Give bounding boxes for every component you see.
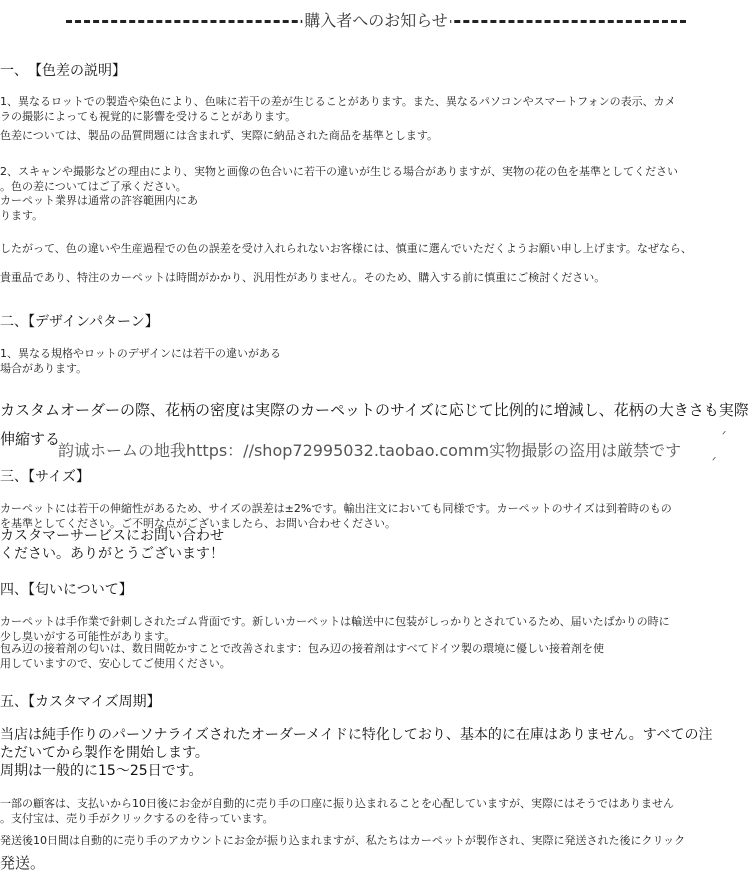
smell-paragraph-1: カーペットは手作業で針刺しされたゴム背面です。新しいカーペットは輸送中に包装がしっかりとされているため、届いたばかりの時に 少し臭いがする可能性があります。 [0, 615, 670, 643]
period-paragraph-3: 発送後10日間は自動的に売り手のアカウントにお金が振り込まれますが、私たちはカーペットが製作され、実際に発送された後にクリック 発送。 [0, 834, 686, 872]
section-heading-period: 五、【カスタマイズ周期】 [0, 694, 161, 710]
shop-watermark: 韵诚ホームの地我https：//shop72995032.taobao.comm实物撮影の盗用は厳禁です [58, 441, 682, 460]
section-heading-smell: 四、【匂いについて】 [0, 582, 133, 598]
color-paragraph-2b: カーペット業界は通常の許容範囲内にあ ります。 [0, 194, 198, 222]
design-paragraph-1: 1、異なる規格やロットのデザインには若干の違いがある 場合があります。 [0, 347, 282, 375]
section-heading-color: 一、 【色差の説明】 [0, 63, 126, 79]
color-paragraph-4: 貴重品であり、特注のカーペットは時間がかかり、汎用性がありません。そのため、購入する前に慎重にご検討ください。 [0, 271, 606, 284]
section-heading-design: 二、【デザインパターン】 [0, 314, 159, 330]
decorative-tick: ᐟ [712, 456, 717, 467]
size-paragraph-1: カーペットには若干の伸縮性があるため、サイズの誤差は±2%です。輸出注文においても同様です。カーペットのサイズは到着時のもの を基準としてください。ご不明な点がございましたら、お問い合わせください。 [0, 502, 672, 530]
color-paragraph-3: したがって、色の違いや生産過程での色の誤差を受け入れられないお客様には、慎重に選んでいただくようお願い申し上げます。なぜなら、 [0, 242, 692, 255]
notice-title-row [66, 8, 686, 34]
color-paragraph-1: 1、異なるロットでの製造や染色により、色味に若干の差が生じることがあります。また、異なるパソコンやスマートフォンの表示、カメ ラの撮影によっても視覚的に影響を受けることがあります。 [0, 95, 676, 123]
size-paragraph-2: カスタマーサービスにお問い合わせ ください。ありがとうございます！ [0, 528, 224, 562]
section-heading-size: 三、【サイズ】 [0, 469, 90, 485]
smell-paragraph-2: 包み辺の接着剤の匂いは、数日間乾かすことで改善されます：包み辺の接着剤はすべてドイツ製の環境に優しい接着剤を使 用していますので、安心してご使用ください。 [0, 642, 605, 670]
color-paragraph-2: 2、スキャンや撮影などの理由により、実物と画像の色合いに若干の違いが生じる場合がありますが、実物の花の色を基準としてください 。色の差についてはご了承ください。 [0, 165, 678, 193]
period-paragraph-2: 一部の顧客は、支払いから10日後にお金が自動的に売り手の口座に振り込まれることを心配していますが、実際にはそうではありません 。支付宝は、売り手がクリックするのを待っています。 [0, 797, 674, 825]
design-paragraph-2: カスタムオーダーの際、花柄の密度は実際のカーペットのサイズに応じて比例的に増減し、花柄の大きさも実際 伸縮する [0, 401, 749, 448]
page-title: 購入者へのお知らせ [302, 8, 450, 31]
decorative-tick: ᐟ [722, 430, 727, 441]
period-paragraph-1: 当店は純手作りのパーソナライズされたオーダーメイドに特化しており、基本的に在庫はありません。すべての注 ただいてから製作を開始します。 周期は一般的に15～25日です。 [0, 727, 713, 779]
color-paragraph-1b: 色差については、製品の品質問題には含まれず、実際に納品された商品を基準とします。 [0, 129, 439, 142]
